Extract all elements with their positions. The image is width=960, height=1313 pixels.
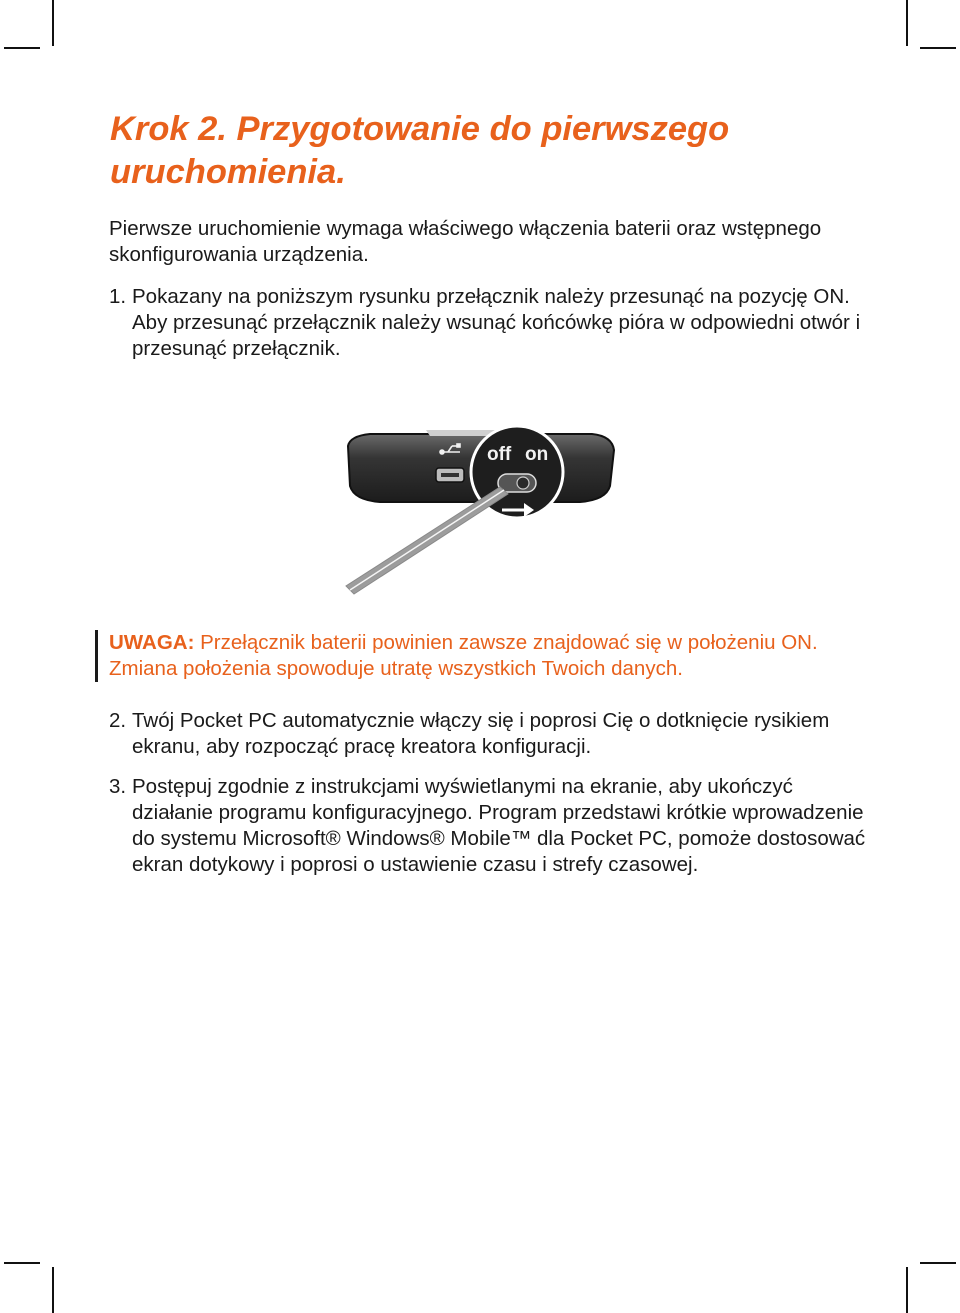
step-number: 2. bbox=[109, 709, 127, 732]
page-title: Krok 2. Przygotowanie do pierwszego uruchomienia. bbox=[110, 110, 730, 191]
device-diagram bbox=[330, 420, 630, 600]
crop-mark bbox=[52, 1267, 54, 1313]
step-text: Postępuj zgodnie z instrukcjami wyświetlanymi na ekranie, aby ukończyć działanie programu konfiguracyjnego. Program przedstawi krótkie wprowadzenie do systemu Microsoft® Windows® Mobile™ dla Pocket PC, pomoże dostosować ekran dotykowy i poprosi o ustawienie czasu i strefy czasowej. bbox=[132, 775, 866, 876]
crop-mark bbox=[4, 1262, 40, 1264]
switch-on-label: on bbox=[525, 444, 549, 465]
intro-paragraph: Pierwsze uruchomienie wymaga właściwego włączenia baterii oraz wstępnego skonfigurowania urządzenia. bbox=[109, 217, 822, 266]
stylus-icon bbox=[346, 487, 508, 594]
list-item bbox=[109, 284, 869, 362]
mini-usb-port-icon bbox=[436, 468, 464, 482]
step-number: 3. bbox=[109, 775, 127, 798]
crop-mark bbox=[4, 47, 40, 49]
crop-mark bbox=[920, 47, 956, 49]
warning-note bbox=[95, 630, 889, 682]
warning-text: Przełącznik baterii powinien zawsze znajdować się w położeniu ON. Zmiana położenia spowoduje utratę wszystkich Twoich danych. bbox=[109, 631, 818, 680]
step-number: 1. bbox=[109, 285, 127, 308]
step-text: Twój Pocket PC automatycznie włączy się i poprosi Cię o dotknięcie rysikiem ekranu, aby rozpocząć pracę kreatora konfiguracji. bbox=[132, 709, 830, 758]
crop-mark bbox=[906, 0, 908, 46]
switch-knob bbox=[517, 477, 529, 489]
crop-mark bbox=[906, 1267, 908, 1313]
crop-mark bbox=[920, 1262, 956, 1264]
list-item bbox=[109, 774, 869, 878]
step-text: Pokazany na poniższym rysunku przełącznik należy przesunąć na pozycję ON. Aby przesunąć przełącznik należy wsunąć końcówkę pióra w odpowiedni otwór i przesunąć przełącznik. bbox=[132, 285, 861, 360]
list-item bbox=[109, 708, 869, 760]
battery-switch-illustration bbox=[330, 420, 630, 600]
crop-mark bbox=[52, 0, 54, 46]
switch-off-label: off bbox=[487, 444, 512, 465]
warning-label: UWAGA: bbox=[109, 631, 195, 654]
